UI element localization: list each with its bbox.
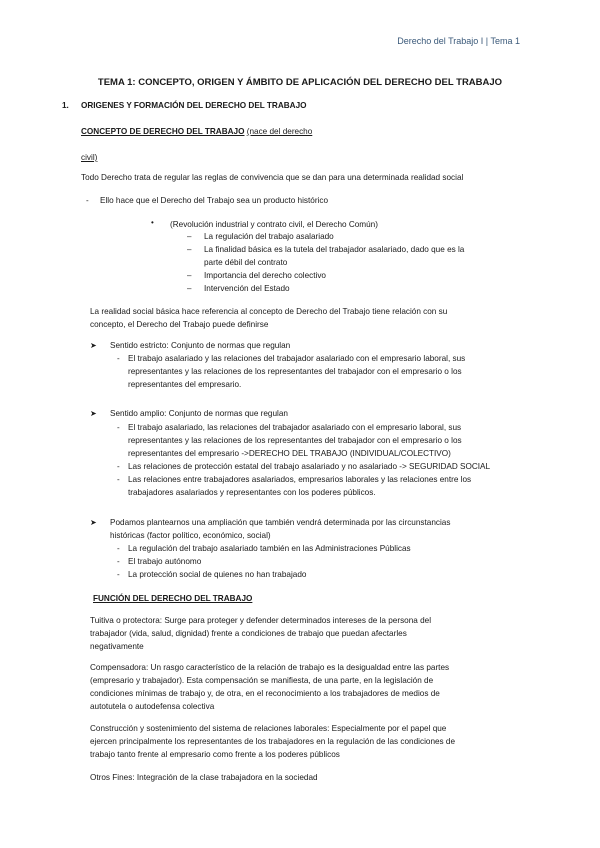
extension-item: La protección social de quienes no han trabajado (128, 570, 307, 579)
concept-heading-suffix: (nace del derecho (246, 127, 313, 136)
broad-line: representantes del empresario ->DERECHO DEL TRABAJO (INDIVIDUAL/COLECTIVO) (128, 449, 451, 458)
concept-intro: Todo Derecho trata de regular las reglas de convivencia que se dan para una determinada realidad social (81, 173, 464, 182)
reality-line-1: La realidad social básica hace referencia al concepto de Derecho del Trabajo tiene relación con su (90, 307, 448, 316)
arrow-bullet-icon: ➤ (90, 409, 97, 418)
function-tuitiva: Tuitiva o protectora: Surge para proteger y defender determinados intereses de la persona del (90, 616, 432, 625)
dash-bullet-icon: - (117, 354, 120, 363)
broad-line: representantes y las relaciones de los representantes del trabajador con el empresario o los (128, 436, 462, 445)
list-item: La finalidad básica es la tutela del trabajador asalariado, dado que es la (204, 245, 465, 254)
function-construccion: ejercen principalmente los representantes de los trabajadores en la regulación de las condiciones de (90, 737, 456, 746)
function-tuitiva: trabajador (vida, salud, dignidad) frente a condiciones de trabajo que puedan afectarles (90, 629, 407, 638)
dash-bullet-icon: - (117, 570, 120, 579)
page-header: Derecho del Trabajo I | Tema 1 (397, 36, 520, 46)
function-heading: FUNCIÓN DEL DERECHO DEL TRABAJO (93, 594, 253, 603)
function-construccion: trabajo tanto frente al empresario como frente a los poderes públicos (90, 750, 340, 759)
function-compensadora: (empresario y trabajador). Esta compensación se manifiesta, de una parte, en la legislación de (90, 676, 434, 685)
list-item: Importancia del derecho colectivo (204, 271, 326, 280)
dash-bullet-icon: – (187, 271, 192, 280)
function-compensadora: condiciones mínimas de trabajo y, de otra, en el reconocimiento a los trabajadores de medios de (90, 689, 440, 698)
function-construccion: Construcción y sostenimiento del sistema de relaciones laborales: Especialmente por el papel que (90, 724, 447, 733)
broad-heading: Sentido amplio: Conjunto de normas que regulan (110, 409, 288, 418)
strict-line: El trabajo asalariado y las relaciones del trabajador asalariado con el empresario laboral, sus (128, 354, 466, 363)
extension-item: El trabajo autónomo (128, 557, 202, 566)
concept-heading (81, 125, 312, 138)
function-compensadora: autotutela o autodefensa colectiva (90, 702, 215, 711)
strict-heading: Sentido estricto: Conjunto de normas que regulan (110, 341, 291, 350)
broad-line: El trabajo asalariado, las relaciones del trabajador asalariado con el empresario laboral, sus (128, 423, 462, 432)
concept-heading-main: CONCEPTO DE DERECHO DEL TRABAJO (81, 127, 245, 136)
list-item-continuation: parte débil del contrato (204, 258, 288, 267)
list-item: La regulación del trabajo asalariado (204, 232, 334, 241)
arrow-bullet-icon: ➤ (90, 518, 97, 527)
function-compensadora: Compensadora: Un rasgo característico de la relación de trabajo es la desigualdad entre las partes (90, 663, 450, 672)
extension-heading-line2: históricas (factor político, económico, social) (110, 531, 271, 540)
concept-sub: (Revolución industrial y contrato civil, el Derecho Común) (170, 220, 378, 229)
section-heading: ORIGENES Y FORMACIÓN DEL DERECHO DEL TRABAJO (81, 101, 307, 110)
reality-line-2: concepto, el Derecho del Trabajo puede definirse (90, 320, 269, 329)
concept-heading-line2: civil) (81, 153, 98, 162)
broad-line: Las relaciones entre trabajadores asalariados, empresarios laborales y las relaciones entre los (128, 475, 472, 484)
dash-bullet-icon: – (187, 245, 192, 254)
dash-bullet-icon: - (117, 462, 120, 471)
dash-bullet-icon: – (187, 284, 192, 293)
dot-bullet-icon: • (151, 218, 154, 227)
dash-bullet-icon: - (117, 475, 120, 484)
strict-line: representantes del empresario. (128, 380, 242, 389)
dash-bullet-icon: - (117, 557, 120, 566)
extension-item: La regulación del trabajo asalariado también en las Administraciones Públicas (128, 544, 411, 553)
arrow-bullet-icon: ➤ (90, 341, 97, 350)
dash-bullet-icon: – (187, 232, 192, 241)
function-tuitiva: negativamente (90, 642, 144, 651)
dash-bullet-icon: - (117, 544, 120, 553)
section-number: 1. (62, 101, 69, 110)
broad-line: Las relaciones de protección estatal del trabajo asalariado y no asalariado -> SEGURIDAD SOCIAL (128, 462, 491, 471)
document-title: TEMA 1: CONCEPTO, ORIGEN Y ÁMBITO DE APLICACIÓN DEL DERECHO DEL TRABAJO (97, 77, 503, 88)
function-otros: Otros Fines: Integración de la clase trabajadora en la sociedad (90, 773, 318, 782)
concept-bullet: Ello hace que el Derecho del Trabajo sea un producto histórico (100, 196, 329, 205)
broad-line: trabajadores asalariados y representantes con los poderes públicos. (128, 488, 376, 497)
strict-line: representantes y las relaciones de los representantes del trabajador con el empresario o los (128, 367, 462, 376)
dash-bullet-icon: - (86, 196, 89, 205)
list-item: Intervención del Estado (204, 284, 290, 293)
dash-bullet-icon: - (117, 423, 120, 432)
extension-heading: Podamos plantearnos una ampliación que también vendrá determinada por las circunstancias (110, 518, 451, 527)
